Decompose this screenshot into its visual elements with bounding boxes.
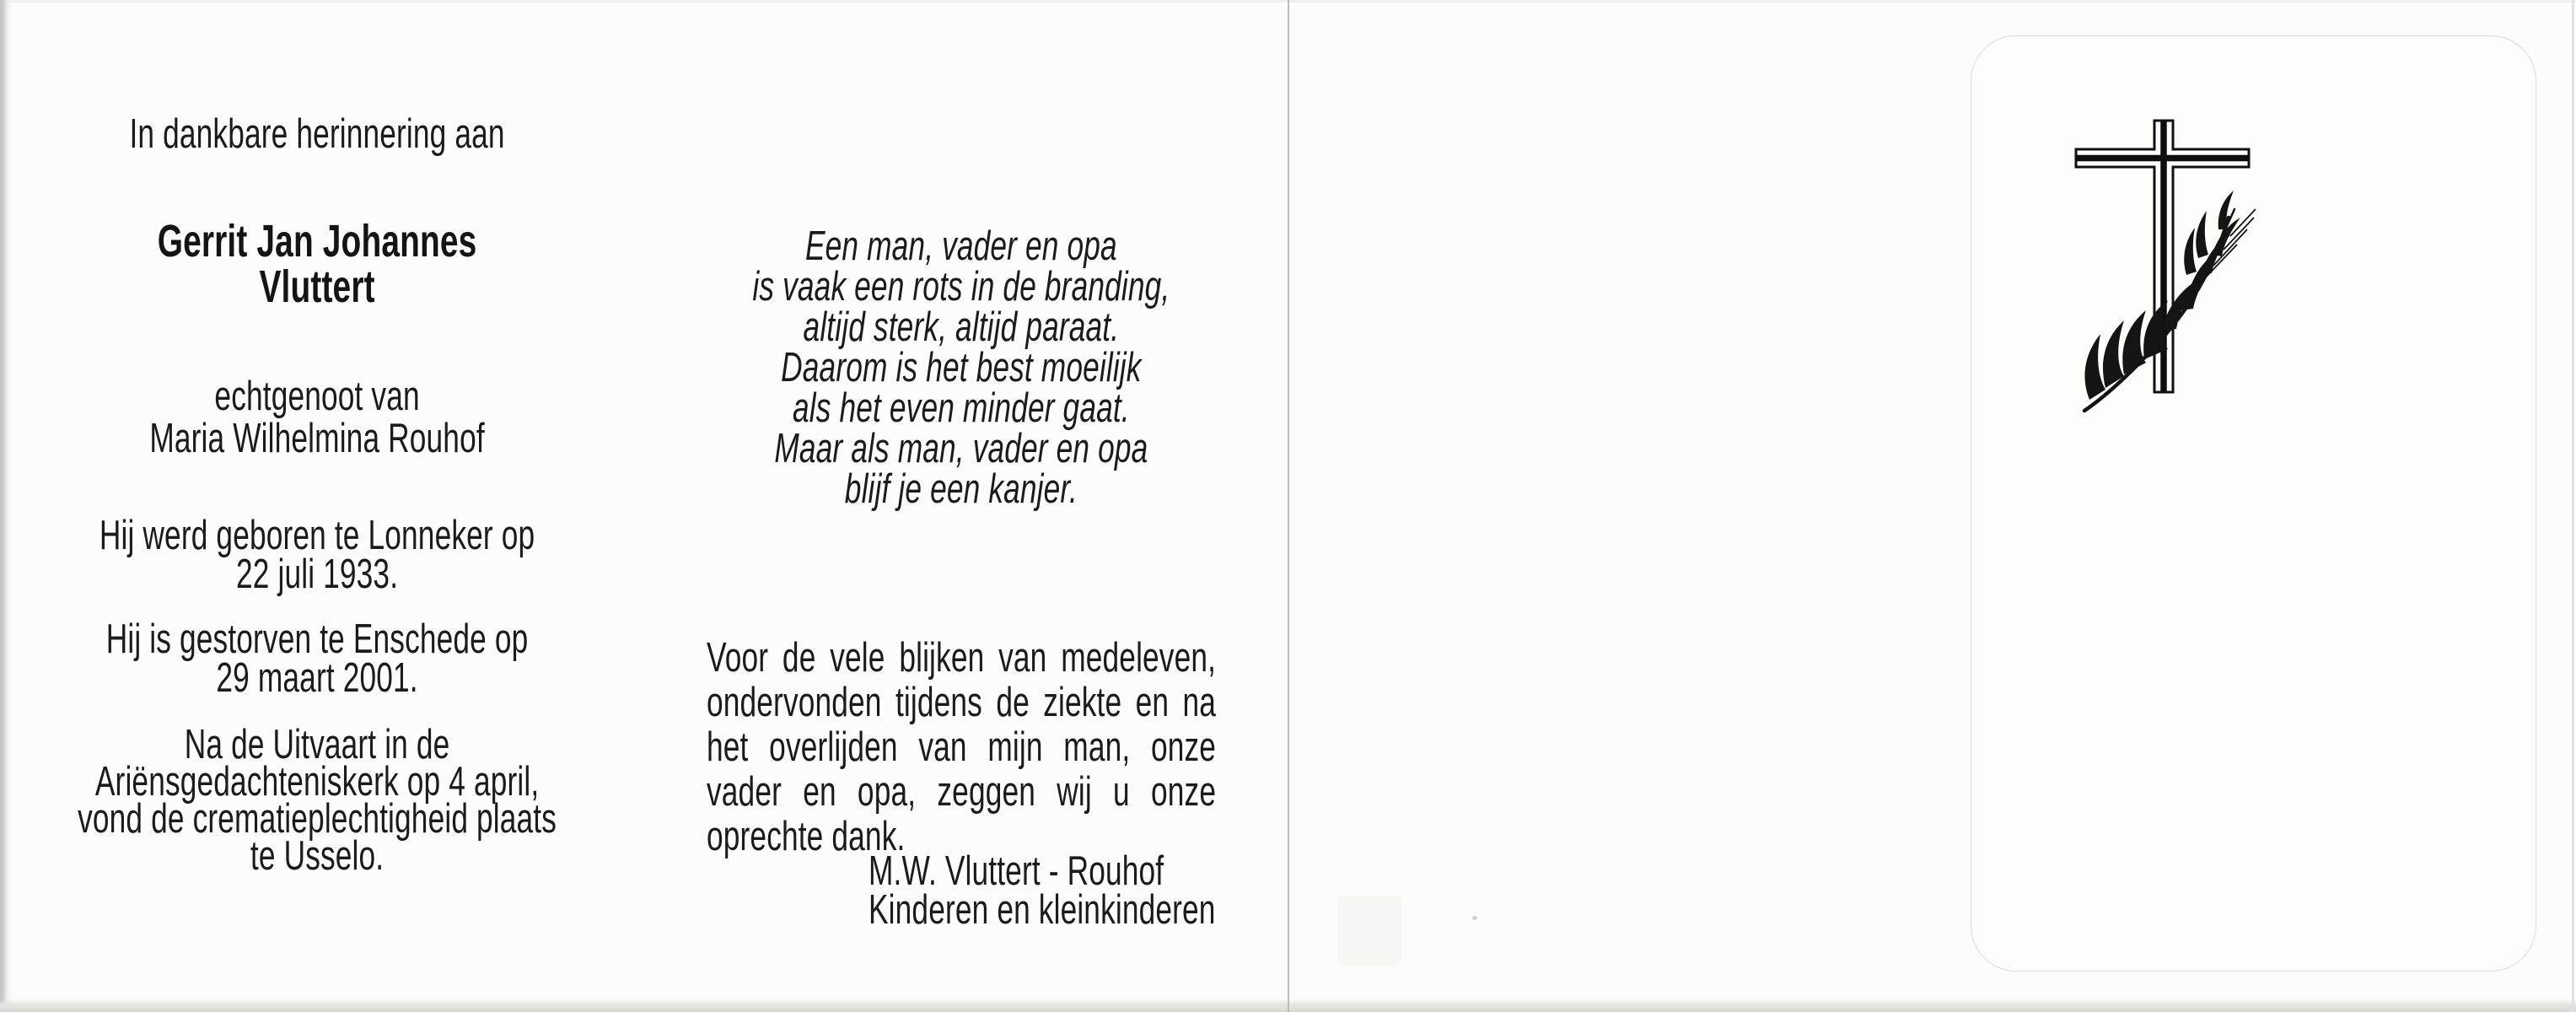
funeral-line1: Na de Uitvaart in de [184, 722, 450, 767]
cross-with-wheat-icon [2062, 110, 2272, 417]
signature-line1: M.W. Vluttert - Rouhof [869, 848, 1164, 894]
poem-line: altijd sterk, altijd paraat. [803, 304, 1120, 350]
deceased-name-line2: Vluttert [259, 261, 375, 312]
intro-line [51, 111, 583, 157]
signature-line2: Kinderen en kleinkinderen [869, 887, 1216, 933]
funeral-block [51, 722, 583, 879]
spouse-name: Maria Wilhelmina Rouhof [149, 416, 485, 461]
poem-line: Een man, vader en opa [804, 223, 1117, 269]
funeral-line3: vond de crematieplechtigheid plaats [78, 796, 557, 842]
thanks-line: het overlijden van mijn man, onze [707, 724, 1217, 770]
page-fold-seam [1288, 0, 1289, 1012]
thanks-line: vader en opa, zeggen wij u onze [707, 769, 1217, 815]
funeral-line4: te Usselo. [250, 833, 385, 879]
poem-line: blijf je een kanjer. [844, 466, 1078, 512]
scan-edge-right [2572, 0, 2574, 1012]
birth-line1: Hij werd geboren te Lonneker op [99, 513, 535, 558]
deceased-name [51, 218, 583, 310]
poem-line: Maar als man, vader en opa [774, 426, 1148, 471]
poem-line: als het even minder gaat. [792, 385, 1130, 431]
thanks-line: Voor de vele blijken van medeleven, [707, 635, 1217, 681]
thanks-line: oprechte dank. [707, 814, 906, 859]
scan-speck [1472, 916, 1477, 920]
birth-line2: 22 juli 1933. [236, 552, 399, 597]
deceased-name-line1: Gerrit Jan Johannes [157, 216, 477, 266]
acknowledgement-paragraph [707, 636, 1216, 859]
poem-line: is vaak een rots in de branding, [752, 264, 1170, 310]
death-line1: Hij is gestorven te Enschede op [105, 616, 529, 662]
funeral-line2: Ariënsgedachteniskerk op 4 april, [94, 759, 540, 805]
memorial-poem [708, 223, 1214, 512]
intro-text: In dankbare herinnering aan [129, 111, 505, 157]
birth-block [51, 513, 583, 597]
scan-edge-left [0, 0, 12, 1012]
spouse-block [51, 375, 583, 460]
signature-block [869, 848, 1216, 933]
faint-stamp-artifact [1337, 896, 1401, 966]
thanks-line: ondervonden tijdens de ziekte en na [707, 680, 1217, 725]
death-line2: 29 maart 2001. [216, 655, 418, 701]
poem-line: Daarom is het best moeilijk [781, 345, 1142, 390]
death-block [51, 616, 583, 701]
spouse-label: echtgenoot van [214, 374, 420, 419]
